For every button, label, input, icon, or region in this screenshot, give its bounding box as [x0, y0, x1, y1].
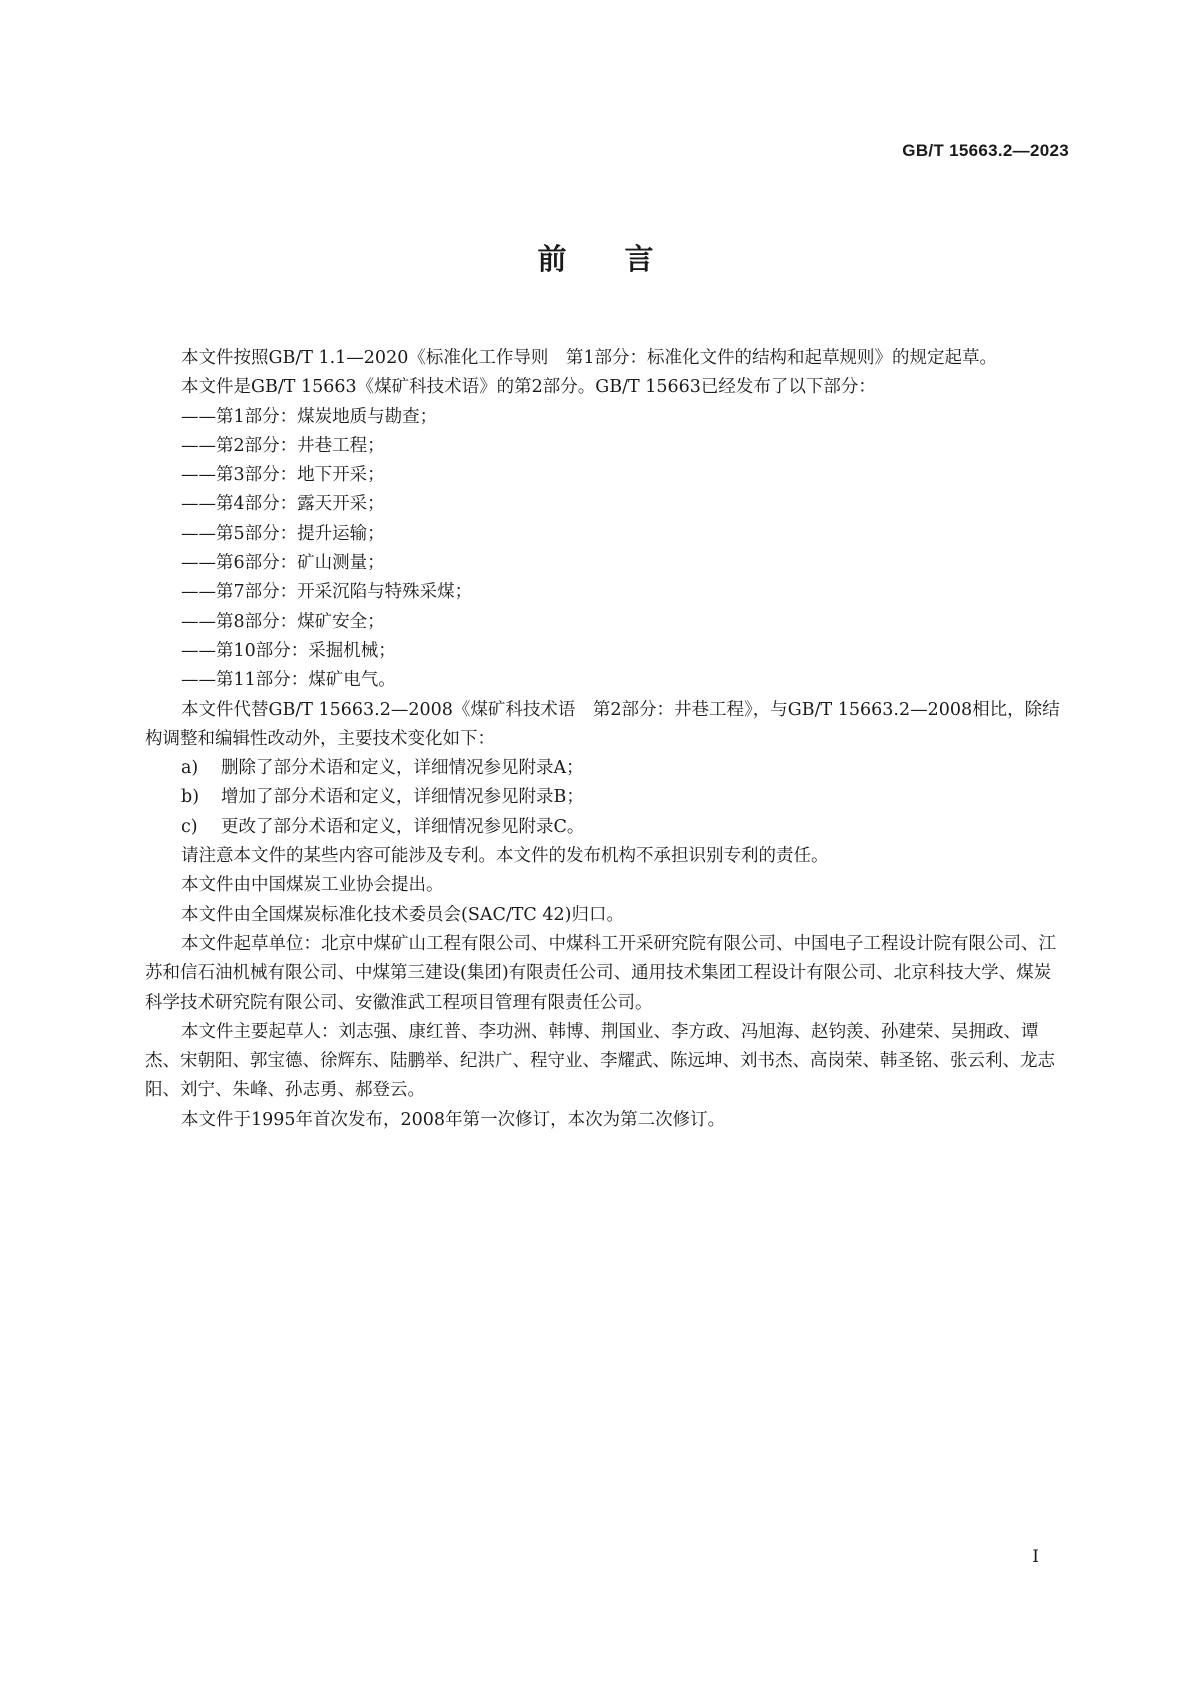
list-item-part: ——第2部分：井巷工程； [181, 435, 385, 456]
paragraph-drafting-units: 本文件起草单位：北京中煤矿山工程有限公司、中煤科工开采研究院有限公司、中国电子工程设计院有限公司、江苏和信石油机械有限公司、中煤第三建设(集团)有限责任公司、通用技术集团工程设计有限公司、北京科技大学、煤炭科学技术研究院有限公司、安徽淮武工程项目管理有限责任公司。 [145, 933, 1056, 1013]
paragraph-replacement: 本文件代替GB/T 15663.2—2008《煤矿科技术语 第2部分：井巷工程》，与GB/T 15663.2—2008相比，除结构调整和编辑性改动外，主要技术变化如下： [145, 699, 1060, 749]
paragraph-drafters: 本文件主要起草人：刘志强、康红普、李功洲、韩博、荆国业、李方政、冯旭海、赵钧羡、孙建荣、吴拥政、谭杰、宋朝阳、郭宝德、徐辉东、陆鹏举、纪洪广、程守业、李耀武、陈远坤、刘书杰、高岗荣、韩圣铭、张云利、龙志阳、刘宁、朱峰、孙志勇、郝登云。 [145, 1021, 1055, 1101]
paragraph-drafting-basis: 本文件按照GB/T 1.1—2020《标准化工作导则 第1部分：标准化文件的结构和起草规则》的规定起草。 [181, 348, 997, 368]
list-item-part: ——第8部分：煤矿安全； [181, 611, 385, 632]
list-item-part: ——第5部分：提升运输； [181, 523, 385, 544]
list-item-change [145, 813, 1065, 842]
paragraph-proposer: 本文件由中国煤炭工业协会提出。 [181, 875, 444, 896]
list-item-part: ——第1部分：煤炭地质与勘查； [181, 406, 438, 427]
list-marker: a) [181, 758, 199, 779]
list-marker: c) [181, 816, 198, 837]
list-marker: b) [181, 787, 200, 808]
list-item-text: 增加了部分术语和定义，详细情况参见附录B； [221, 787, 584, 808]
list-item-part: ——第11部分：煤矿电气。 [181, 670, 396, 691]
list-item-part: ——第4部分：露天开采； [181, 494, 385, 515]
paragraph-series-intro: 本文件是GB/T 15663《煤矿科技术语》的第2部分。GB/T 15663已经发布了以下部分： [181, 377, 876, 398]
list-item-part: ——第6部分：矿山测量； [181, 553, 385, 574]
paragraph-patent-notice: 请注意本文件的某些内容可能涉及专利。本文件的发布机构不承担识别专利的责任。 [181, 846, 829, 867]
list-item-part: ——第10部分：采掘机械； [181, 640, 396, 661]
list-item-part: ——第7部分：开采沉陷与特殊采煤； [181, 582, 473, 603]
preface-body [145, 344, 1065, 1135]
page-number: I [1032, 1547, 1039, 1567]
paragraph-committee: 本文件由全国煤炭标准化技术委员会(SAC/TC 42)归口。 [181, 904, 624, 925]
list-item-change [145, 783, 1065, 812]
list-item-part: ——第3部分：地下开采； [181, 465, 385, 486]
page-title: 前言 [537, 242, 712, 276]
list-item-text: 更改了部分术语和定义，详细情况参见附录C。 [221, 816, 585, 837]
list-item-text: 删除了部分术语和定义，详细情况参见附录A； [221, 758, 584, 779]
paragraph-history: 本文件于1995年首次发布，2008年第一次修订，本次为第二次修订。 [181, 1109, 726, 1130]
document-code: GB/T 15663.2—2023 [902, 141, 1069, 160]
list-item-change [145, 754, 1065, 783]
